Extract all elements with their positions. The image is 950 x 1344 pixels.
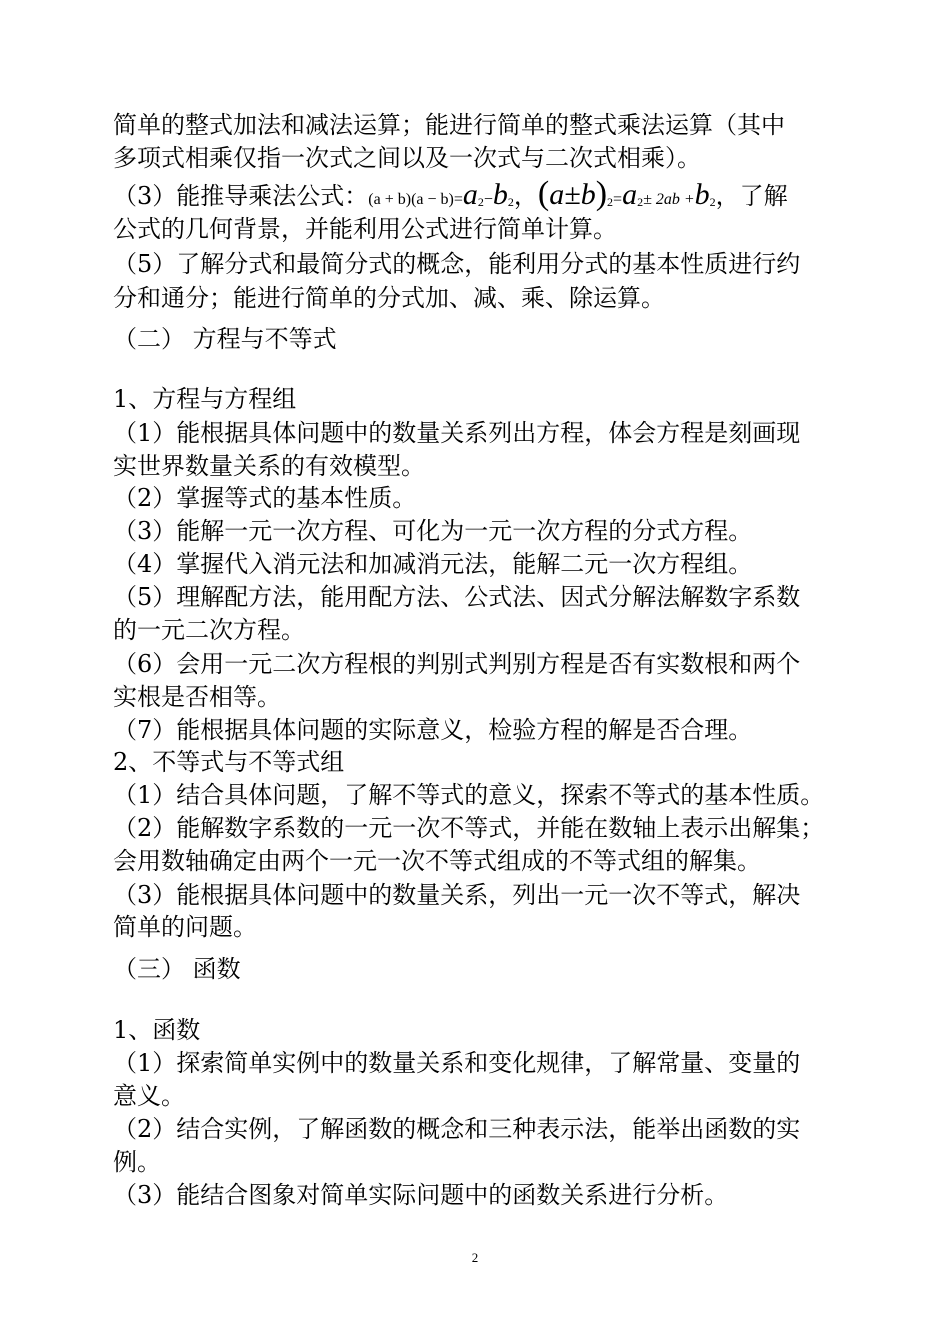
subsection-heading: 2、不等式与不等式组 bbox=[113, 748, 345, 776]
product-expression: (a + b)(a − b) bbox=[368, 191, 454, 208]
formula-prefix: （3）能推导乘法公式： bbox=[113, 182, 369, 210]
variable-a: a bbox=[462, 178, 478, 211]
comma: ， bbox=[513, 182, 538, 210]
middle-term: ± 2ab + bbox=[643, 191, 695, 208]
text-line: （1）探索简单实例中的数量关系和变化规律，了解常量、变量的 bbox=[113, 1049, 801, 1077]
subsection-heading: 1、函数 bbox=[113, 1016, 201, 1044]
open-paren: ( bbox=[537, 175, 550, 212]
equals-sign: = bbox=[453, 191, 463, 208]
text-line: 实根是否相等。 bbox=[113, 683, 281, 711]
text-line: 简单的整式加法和减法运算；能进行简单的整式乘法运算（其中 bbox=[113, 111, 785, 139]
square-base: a±b bbox=[549, 178, 596, 211]
subsection-heading: 1、方程与方程组 bbox=[113, 385, 297, 413]
variable-b: b bbox=[492, 178, 508, 211]
text-line: 的一元二次方程。 bbox=[113, 616, 305, 644]
text-line: 多项式相乘仅指一次式之间以及一次式与二次式相乘）。 bbox=[113, 144, 701, 172]
text-line: （3）能结合图象对简单实际问题中的函数关系进行分析。 bbox=[113, 1181, 729, 1209]
text-line: （3）能根据具体问题中的数量关系，列出一元一次不等式，解决 bbox=[113, 881, 801, 909]
text-line: 意义。 bbox=[113, 1082, 185, 1110]
page-number: 2 bbox=[471, 1250, 479, 1265]
text-line: （4）掌握代入消元法和加减消元法，能解二元一次方程组。 bbox=[113, 550, 753, 578]
section-heading: （三） 函数 bbox=[113, 955, 241, 983]
equals-sign: = bbox=[613, 191, 623, 208]
variable-b: b bbox=[694, 178, 710, 211]
formula-suffix: ，了解 bbox=[715, 182, 788, 210]
variable-a: a bbox=[622, 178, 638, 211]
text-line: 公式的几何背景，并能利用公式进行简单计算。 bbox=[113, 215, 617, 243]
section-heading: （二） 方程与不等式 bbox=[113, 325, 337, 353]
text-line: （3）能解一元一次方程、可化为一元一次方程的分式方程。 bbox=[113, 517, 753, 545]
text-line: 实世界数量关系的有效模型。 bbox=[113, 452, 425, 480]
exponent: 2 bbox=[637, 195, 644, 209]
close-paren: ) bbox=[595, 175, 608, 212]
text-line: 分和通分；能进行简单的分式加、减、乘、除运算。 bbox=[113, 284, 665, 312]
exponent: 2 bbox=[507, 195, 514, 209]
text-line: 简单的问题。 bbox=[113, 913, 257, 941]
text-line: （5）了解分式和最简分式的概念，能利用分式的基本性质进行约 bbox=[113, 250, 801, 278]
text-line: （7）能根据具体问题的实际意义，检验方程的解是否合理。 bbox=[113, 716, 753, 744]
text-line: （5）理解配方法，能用配方法、公式法、因式分解法解数字系数 bbox=[113, 583, 801, 611]
formula-line bbox=[113, 172, 788, 216]
exponent: 2 bbox=[477, 195, 484, 209]
text-line: （2）掌握等式的基本性质。 bbox=[113, 484, 417, 512]
exponent: 2 bbox=[607, 195, 614, 209]
exponent: 2 bbox=[709, 195, 716, 209]
text-line: （1）能根据具体问题中的数量关系列出方程，体会方程是刻画现 bbox=[113, 419, 801, 447]
minus-sign: − bbox=[483, 191, 493, 208]
text-line: 例。 bbox=[113, 1148, 161, 1176]
text-line: （2）能解数字系数的一元一次不等式，并能在数轴上表示出解集； bbox=[113, 814, 825, 842]
text-line: （1）结合具体问题，了解不等式的意义，探索不等式的基本性质。 bbox=[113, 781, 825, 809]
text-line: （2）结合实例，了解函数的概念和三种表示法，能举出函数的实 bbox=[113, 1115, 801, 1143]
text-line: （6）会用一元二次方程根的判别式判别方程是否有实数根和两个 bbox=[113, 650, 801, 678]
text-line: 会用数轴确定由两个一元一次不等式组成的不等式组的解集。 bbox=[113, 847, 761, 875]
